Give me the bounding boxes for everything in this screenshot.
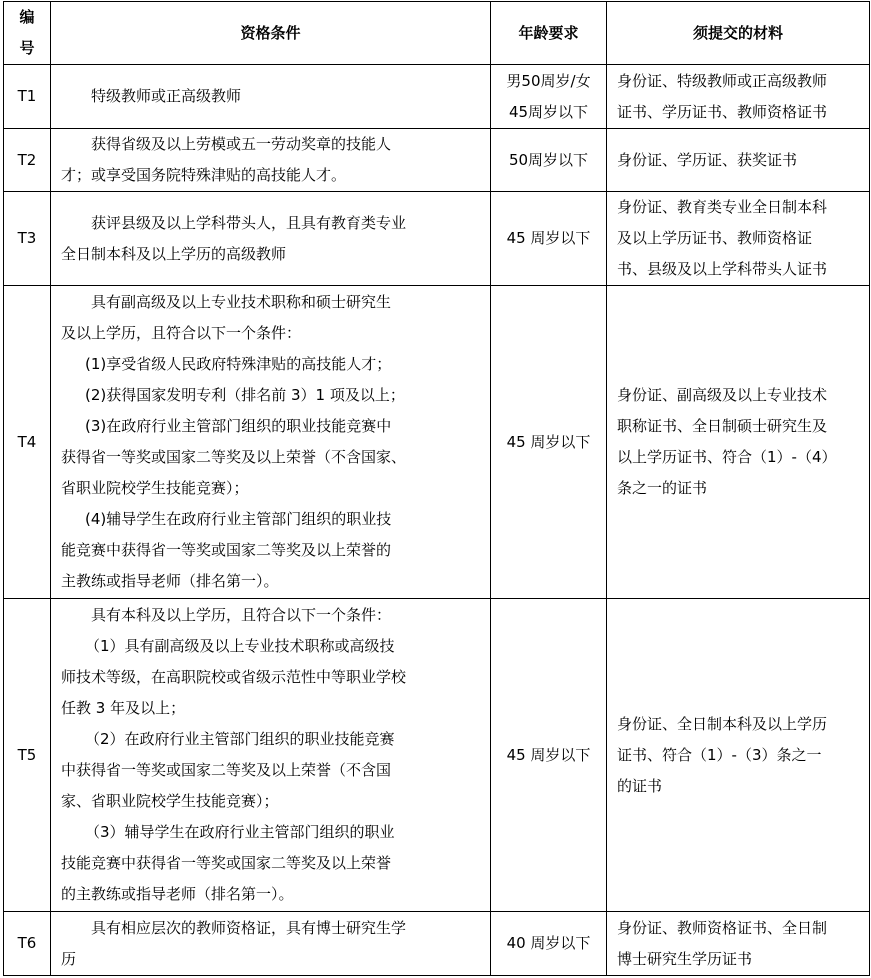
materials-line: 博士研究生学历证书 xyxy=(617,949,753,968)
table-row xyxy=(4,599,870,912)
requirement-line: 特级教师或正高级教师 xyxy=(91,87,242,105)
requirement-line: 全日制本科及以上学历的高级教师 xyxy=(61,244,287,263)
requirement-line: 能竞赛中获得省一等奖或国家二等奖及以上荣誉的 xyxy=(61,541,392,559)
materials-line: 的证书 xyxy=(617,776,663,795)
row-age xyxy=(491,599,607,912)
age-line: 50周岁以下 xyxy=(508,150,589,169)
materials-line: 书、县级及以上学科带头人证书 xyxy=(617,260,828,278)
row-id: T3 xyxy=(4,192,51,286)
row-requirement xyxy=(51,192,491,286)
requirement-line: 及以上学历，且符合以下一个条件： xyxy=(61,324,302,342)
row-requirement xyxy=(51,129,491,192)
age-line: 45 周岁以下 xyxy=(506,745,591,764)
materials-line: 身份证、学历证、获奖证书 xyxy=(617,150,798,169)
materials-line: 证书、符合（1）-（3）条之一 xyxy=(617,745,822,764)
row-requirement xyxy=(51,286,491,599)
row-id: T1 xyxy=(4,65,51,129)
age-line: 40 周岁以下 xyxy=(506,934,591,952)
header-id-line2: 号 xyxy=(19,39,35,57)
table-row xyxy=(4,65,870,129)
requirement-line: 师技术等级，在高职院校或省级示范性中等职业学校 xyxy=(61,668,407,686)
materials-line: 条之一的证书 xyxy=(617,479,708,497)
table-row xyxy=(4,192,870,286)
requirement-line: 主教练或指导老师（排名第一）。 xyxy=(61,572,279,590)
materials-line: 身份证、教育类专业全日制本科 xyxy=(617,198,828,216)
requirement-line: 具有相应层次的教师资格证，具有博士研究生学 xyxy=(91,918,407,937)
age-line: 男50周岁/女 xyxy=(506,71,591,90)
requirement-line: （1）具有副高级及以上专业技术职称或高级技 xyxy=(85,637,395,655)
row-age xyxy=(491,65,607,129)
row-materials xyxy=(607,286,870,599)
row-materials xyxy=(607,599,870,912)
table-row xyxy=(4,129,870,192)
requirement-line: 才；或享受国务院特殊津贴的高技能人才。 xyxy=(61,166,347,184)
header-age: 年龄要求 xyxy=(491,2,607,65)
row-requirement xyxy=(51,65,491,129)
row-materials xyxy=(607,65,870,129)
requirement-line: 技能竞赛中获得省一等奖或国家二等奖及以上荣誉 xyxy=(61,854,392,872)
row-age xyxy=(491,192,607,286)
row-id: T6 xyxy=(4,912,51,976)
row-id: T2 xyxy=(4,129,51,192)
table-row xyxy=(4,286,870,599)
row-requirement xyxy=(51,912,491,976)
row-materials xyxy=(607,912,870,976)
row-age xyxy=(491,129,607,192)
row-age xyxy=(491,912,607,976)
requirement-line: 获得省级及以上劳模或五一劳动奖章的技能人 xyxy=(91,135,392,153)
row-materials xyxy=(607,192,870,286)
requirement-line: (1)享受省级人民政府特殊津贴的高技能人才； xyxy=(85,355,392,373)
header-id xyxy=(4,2,51,65)
requirement-line: 中获得省一等奖或国家二等奖及以上荣誉（不含国 xyxy=(61,761,392,779)
requirement-line: 的主教练或指导老师（排名第一）。 xyxy=(61,885,294,903)
row-age xyxy=(491,286,607,599)
header-materials: 须提交的材料 xyxy=(607,2,870,65)
requirement-line: （2）在政府行业主管部门组织的职业技能竞赛 xyxy=(85,730,395,748)
row-requirement xyxy=(51,599,491,912)
age-line: 45 周岁以下 xyxy=(506,229,591,247)
requirement-line: (3)在政府行业主管部门组织的职业技能竞赛中 xyxy=(85,417,392,435)
age-line: 45 周岁以下 xyxy=(506,432,591,451)
row-id: T4 xyxy=(4,286,51,599)
materials-line: 证书、学历证书、教师资格证书 xyxy=(617,102,828,121)
requirement-line: 具有本科及以上学历，且符合以下一个条件： xyxy=(91,606,392,624)
requirement-line: (4)辅导学生在政府行业主管部门组织的职业技 xyxy=(85,510,392,528)
materials-line: 及以上学历证书、教师资格证 xyxy=(617,229,813,247)
requirement-line: 家、省职业院校学生技能竞赛）； xyxy=(61,792,279,810)
requirement-line: 任教 3 年及以上； xyxy=(61,699,186,717)
requirement-line: (2)获得国家发明专利（排名前 3）1 项及以上； xyxy=(85,386,405,404)
materials-line: 职称证书、全日制硕士研究生及 xyxy=(617,417,828,435)
requirement-line: 获得省一等奖或国家二等奖及以上荣誉（不含国家、 xyxy=(61,448,407,466)
requirement-line: 省职业院校学生技能竞赛）； xyxy=(61,479,249,497)
materials-line: 身份证、全日制本科及以上学历 xyxy=(617,714,828,733)
table-row xyxy=(4,912,870,976)
row-id: T5 xyxy=(4,599,51,912)
materials-line: 身份证、特级教师或正高级教师 xyxy=(617,71,828,90)
header-requirement: 资格条件 xyxy=(51,2,491,65)
requirement-line: 历 xyxy=(61,949,77,968)
requirement-line: 具有副高级及以上专业技术职称和硕士研究生 xyxy=(91,293,392,311)
age-line: 45周岁以下 xyxy=(508,102,589,121)
requirement-line: 获评县级及以上学科带头人，且具有教育类专业 xyxy=(91,213,407,232)
materials-line: 以上学历证书、符合（1）-（4） xyxy=(617,448,837,466)
header-id-line1: 编 xyxy=(19,8,35,26)
requirement-line: （3）辅导学生在政府行业主管部门组织的职业 xyxy=(85,823,395,841)
row-materials xyxy=(607,129,870,192)
materials-line: 身份证、副高级及以上专业技术 xyxy=(617,386,828,404)
header-row xyxy=(4,2,870,65)
qualification-table xyxy=(3,1,870,976)
materials-line: 身份证、教师资格证书、全日制 xyxy=(617,918,828,937)
